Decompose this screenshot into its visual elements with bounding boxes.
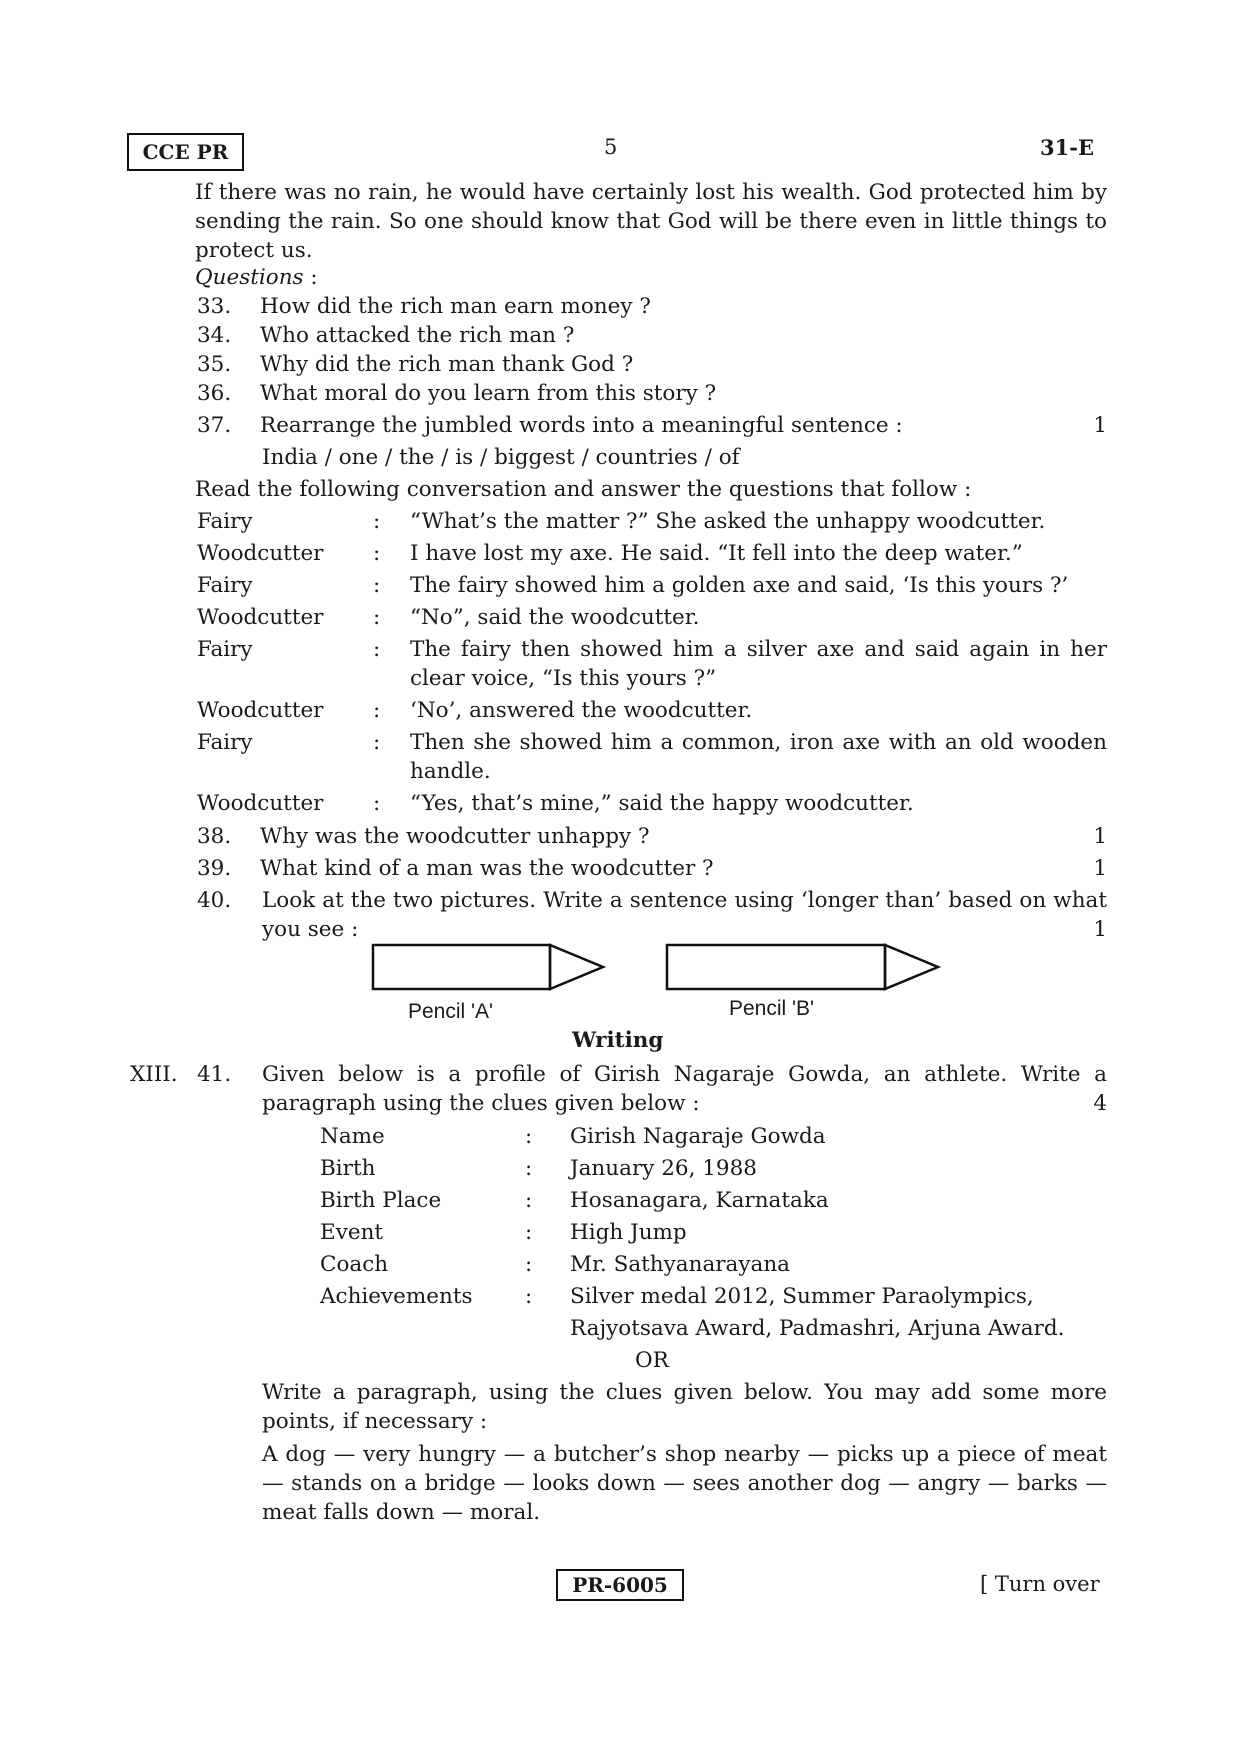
profile-colon: : (525, 1188, 533, 1213)
question-40-text: Look at the two pictures. Write a sentence using ‘longer than’ based on what you see : (262, 888, 1107, 942)
marks-q40: 1 (1093, 917, 1107, 942)
question-39 (197, 854, 714, 883)
speaker-name: Fairy (197, 730, 253, 755)
question-text: How did the rich man earn money ? (260, 294, 651, 319)
profile-colon: : (525, 1284, 533, 1309)
speaker-colon: : (373, 791, 381, 816)
pencil-pictures (360, 938, 950, 998)
profile-label: Coach (320, 1252, 389, 1277)
question-33 (197, 292, 651, 321)
question-number: 39. (197, 856, 232, 881)
profile-value: High Jump (570, 1220, 687, 1245)
question-number: 38. (197, 824, 232, 849)
speaker-name: Fairy (197, 509, 253, 534)
profile-colon: : (525, 1156, 533, 1181)
speaker-colon: : (373, 698, 381, 723)
question-38 (197, 822, 650, 851)
question-37 (197, 411, 903, 440)
question-text: Why was the woodcutter unhappy ? (260, 824, 650, 849)
profile-label: Achievements (320, 1284, 473, 1309)
profile-value: Mr. Sathyanarayana (570, 1252, 790, 1277)
profile-value: January 26, 1988 (570, 1156, 757, 1181)
marks-q39: 1 (1093, 856, 1107, 881)
pencil-b-icon (667, 945, 938, 989)
pencil-b-label: Pencil 'B' (729, 997, 815, 1020)
speaker-name: Fairy (197, 637, 253, 662)
speaker-colon: : (373, 730, 381, 755)
question-number: 34. (197, 323, 232, 348)
jumbled-words: India / one / the / is / biggest / countries / of (262, 445, 740, 470)
conversation-intro: Read the following conversation and answer the questions that follow : (195, 477, 972, 502)
speech-text: “No”, said the woodcutter. (410, 605, 700, 630)
profile-value-continued: Rajyotsava Award, Padmashri, Arjuna Award. (570, 1316, 1065, 1341)
speech-text: The fairy then showed him a silver axe and said again in her clear voice, “Is this yours ?” (410, 637, 1107, 691)
question-40-number: 40. (197, 888, 232, 913)
alt-instruction: Write a paragraph, using the clues given below. You may add some more points, if necessary : (262, 1380, 1107, 1434)
profile-label: Birth Place (320, 1188, 442, 1213)
question-41-text: Given below is a profile of Girish Nagaraje Gowda, an athlete. Write a paragraph using the clues given below : (262, 1062, 1107, 1116)
question-41-number: 41. (197, 1062, 232, 1087)
pencil-a-icon (373, 945, 603, 989)
question-number: 33. (197, 294, 232, 319)
speech-text: “What’s the matter ?” She asked the unhappy woodcutter. (410, 509, 1046, 534)
marks-q38: 1 (1093, 824, 1107, 849)
speaker-name: Woodcutter (197, 541, 324, 566)
speech-text: I have lost my axe. He said. “It fell into the deep water.” (410, 541, 1023, 566)
profile-value: Hosanagara, Karnataka (570, 1188, 829, 1213)
profile-colon: : (525, 1220, 533, 1245)
question-number: 37. (197, 413, 232, 438)
profile-value: Silver medal 2012, Summer Paraolympics, (570, 1284, 1034, 1309)
question-number: 35. (197, 352, 232, 377)
pencil-a-label: Pencil 'A' (408, 1000, 494, 1023)
speaker-colon: : (373, 541, 381, 566)
header-left-code: CCE PR (127, 133, 244, 171)
alt-clues: A dog — very hungry — a butcher’s shop nearby — picks up a piece of meat — stands on a bridge — looks down — sees another dog — angry — barks — meat falls down — moral. (262, 1442, 1107, 1525)
marks-q37: 1 (1093, 413, 1107, 438)
question-text: Rearrange the jumbled words into a meaningful sentence : (260, 413, 903, 438)
question-35 (197, 350, 633, 379)
profile-colon: : (525, 1252, 533, 1277)
question-34 (197, 321, 574, 350)
question-text: What moral do you learn from this story ? (260, 381, 717, 406)
passage-text: If there was no rain, he would have certainly lost his wealth. God protected him by sending the rain. So one should know that God will be there even in little things to protect us. (195, 180, 1107, 263)
speaker-colon: : (373, 605, 381, 630)
section-number: XIII. (130, 1062, 178, 1087)
turn-over-note: [ Turn over (980, 1572, 1100, 1596)
footer-code: PR-6005 (556, 1569, 684, 1601)
speaker-name: Woodcutter (197, 698, 324, 723)
profile-value: Girish Nagaraje Gowda (570, 1124, 826, 1149)
questions-label: Questions (195, 265, 304, 290)
questions-colon: : (310, 265, 318, 290)
page-number: 5 (604, 135, 618, 159)
speech-text: “Yes, that’s mine,” said the happy woodcutter. (410, 791, 914, 816)
speaker-name: Woodcutter (197, 791, 324, 816)
marks-q41: 4 (1093, 1091, 1107, 1116)
question-text: Why did the rich man thank God ? (260, 352, 634, 377)
speech-text: ‘No’, answered the woodcutter. (410, 698, 753, 723)
profile-label: Event (320, 1220, 384, 1245)
speech-text: Then she showed him a common, iron axe with an old wooden handle. (410, 730, 1107, 784)
question-number: 36. (197, 381, 232, 406)
writing-heading: Writing (572, 1028, 664, 1053)
profile-colon: : (525, 1124, 533, 1149)
question-text: Who attacked the rich man ? (260, 323, 575, 348)
questions-heading (195, 263, 318, 292)
profile-label: Birth (320, 1156, 376, 1181)
speaker-colon: : (373, 509, 381, 534)
speaker-colon: : (373, 637, 381, 662)
question-text: What kind of a man was the woodcutter ? (260, 856, 714, 881)
profile-label: Name (320, 1124, 385, 1149)
header-right-code: 31-E (1040, 135, 1094, 160)
question-36 (197, 379, 716, 408)
or-divider: OR (635, 1348, 669, 1373)
speaker-name: Woodcutter (197, 605, 324, 630)
speaker-name: Fairy (197, 573, 253, 598)
speech-text: The fairy showed him a golden axe and said, ‘Is this yours ?’ (410, 573, 1069, 598)
speaker-colon: : (373, 573, 381, 598)
